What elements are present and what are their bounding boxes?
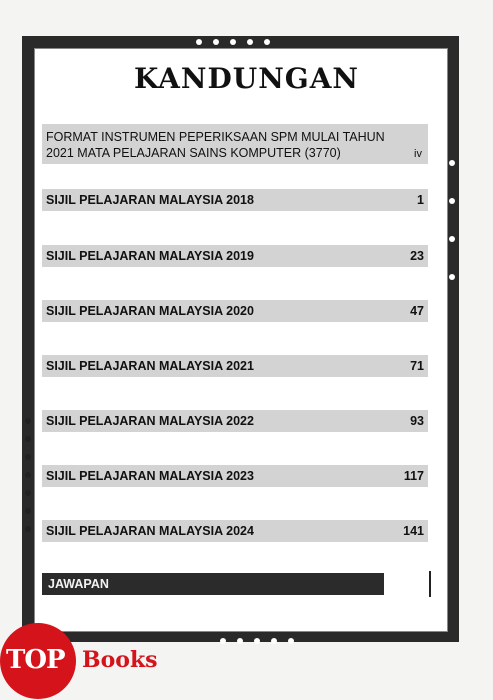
- toc-page-number: 23: [410, 249, 424, 263]
- decorative-dot: [196, 39, 202, 45]
- toc-entry-label: SIJIL PELAJARAN MALAYSIA 2020: [46, 304, 254, 318]
- toc-page-number: iv: [414, 148, 422, 160]
- toc-entry-jawapan[interactable]: [42, 573, 384, 595]
- toc-entry-spm-2024[interactable]: [42, 520, 428, 542]
- decorative-dot: [247, 39, 253, 45]
- toc-entry-spm-2018[interactable]: [42, 189, 428, 211]
- toc-entry-label: SIJIL PELAJARAN MALAYSIA 2019: [46, 249, 254, 263]
- topbooks-logo: [0, 620, 200, 700]
- decorative-dot: [25, 454, 31, 460]
- decorative-dot: [25, 490, 31, 496]
- decorative-dot: [220, 638, 226, 644]
- toc-entry-label: SIJIL PELAJARAN MALAYSIA 2023: [46, 469, 254, 483]
- toc-entry-label: [46, 129, 385, 161]
- decorative-dot: [25, 418, 31, 424]
- decorative-dot: [25, 526, 31, 532]
- toc-entry-spm-2023[interactable]: [42, 465, 428, 487]
- toc-entry-label: SIJIL PELAJARAN MALAYSIA 2018: [46, 193, 254, 207]
- toc-page-number: 71: [410, 359, 424, 373]
- logo-text-top: TOP: [6, 645, 65, 675]
- toc-entry-label: JAWAPAN: [48, 577, 109, 591]
- toc-page-number: 93: [410, 414, 424, 428]
- divider: [429, 571, 431, 597]
- toc-page-number: 47: [410, 304, 424, 318]
- page-title: KANDUNGAN: [133, 62, 360, 95]
- toc-entry-format-instrumen[interactable]: [42, 124, 428, 164]
- decorative-dot: [264, 39, 270, 45]
- toc-entry-spm-2019[interactable]: [42, 245, 428, 267]
- decorative-dot: [237, 638, 243, 644]
- toc-entry-label-line1: FORMAT INSTRUMEN PEPERIKSAAN SPM MULAI TAHUN: [46, 130, 385, 144]
- toc-page-number: 117: [403, 469, 424, 483]
- toc-page-number: 141: [403, 524, 424, 538]
- decorative-dot: [230, 39, 236, 45]
- toc-page-number: 1: [417, 193, 424, 207]
- decorative-dot: [449, 160, 455, 166]
- toc-entry-spm-2020[interactable]: [42, 300, 428, 322]
- decorative-dot: [254, 638, 260, 644]
- decorative-dot: [25, 472, 31, 478]
- decorative-dot: [25, 436, 31, 442]
- toc-entry-label: SIJIL PELAJARAN MALAYSIA 2022: [46, 414, 254, 428]
- toc-entry-spm-2021[interactable]: [42, 355, 428, 377]
- logo-text-books: Books: [82, 647, 158, 673]
- toc-entry-label: SIJIL PELAJARAN MALAYSIA 2024: [46, 524, 254, 538]
- decorative-dot: [449, 274, 455, 280]
- decorative-dot: [449, 198, 455, 204]
- decorative-dot: [213, 39, 219, 45]
- toc-entry-spm-2022[interactable]: [42, 410, 428, 432]
- toc-entry-label: SIJIL PELAJARAN MALAYSIA 2021: [46, 359, 254, 373]
- decorative-dot: [25, 508, 31, 514]
- decorative-dot: [271, 638, 277, 644]
- decorative-dot: [449, 236, 455, 242]
- toc-entry-label-line2: 2021 MATA PELAJARAN SAINS KOMPUTER (3770): [46, 146, 341, 160]
- decorative-dot: [288, 638, 294, 644]
